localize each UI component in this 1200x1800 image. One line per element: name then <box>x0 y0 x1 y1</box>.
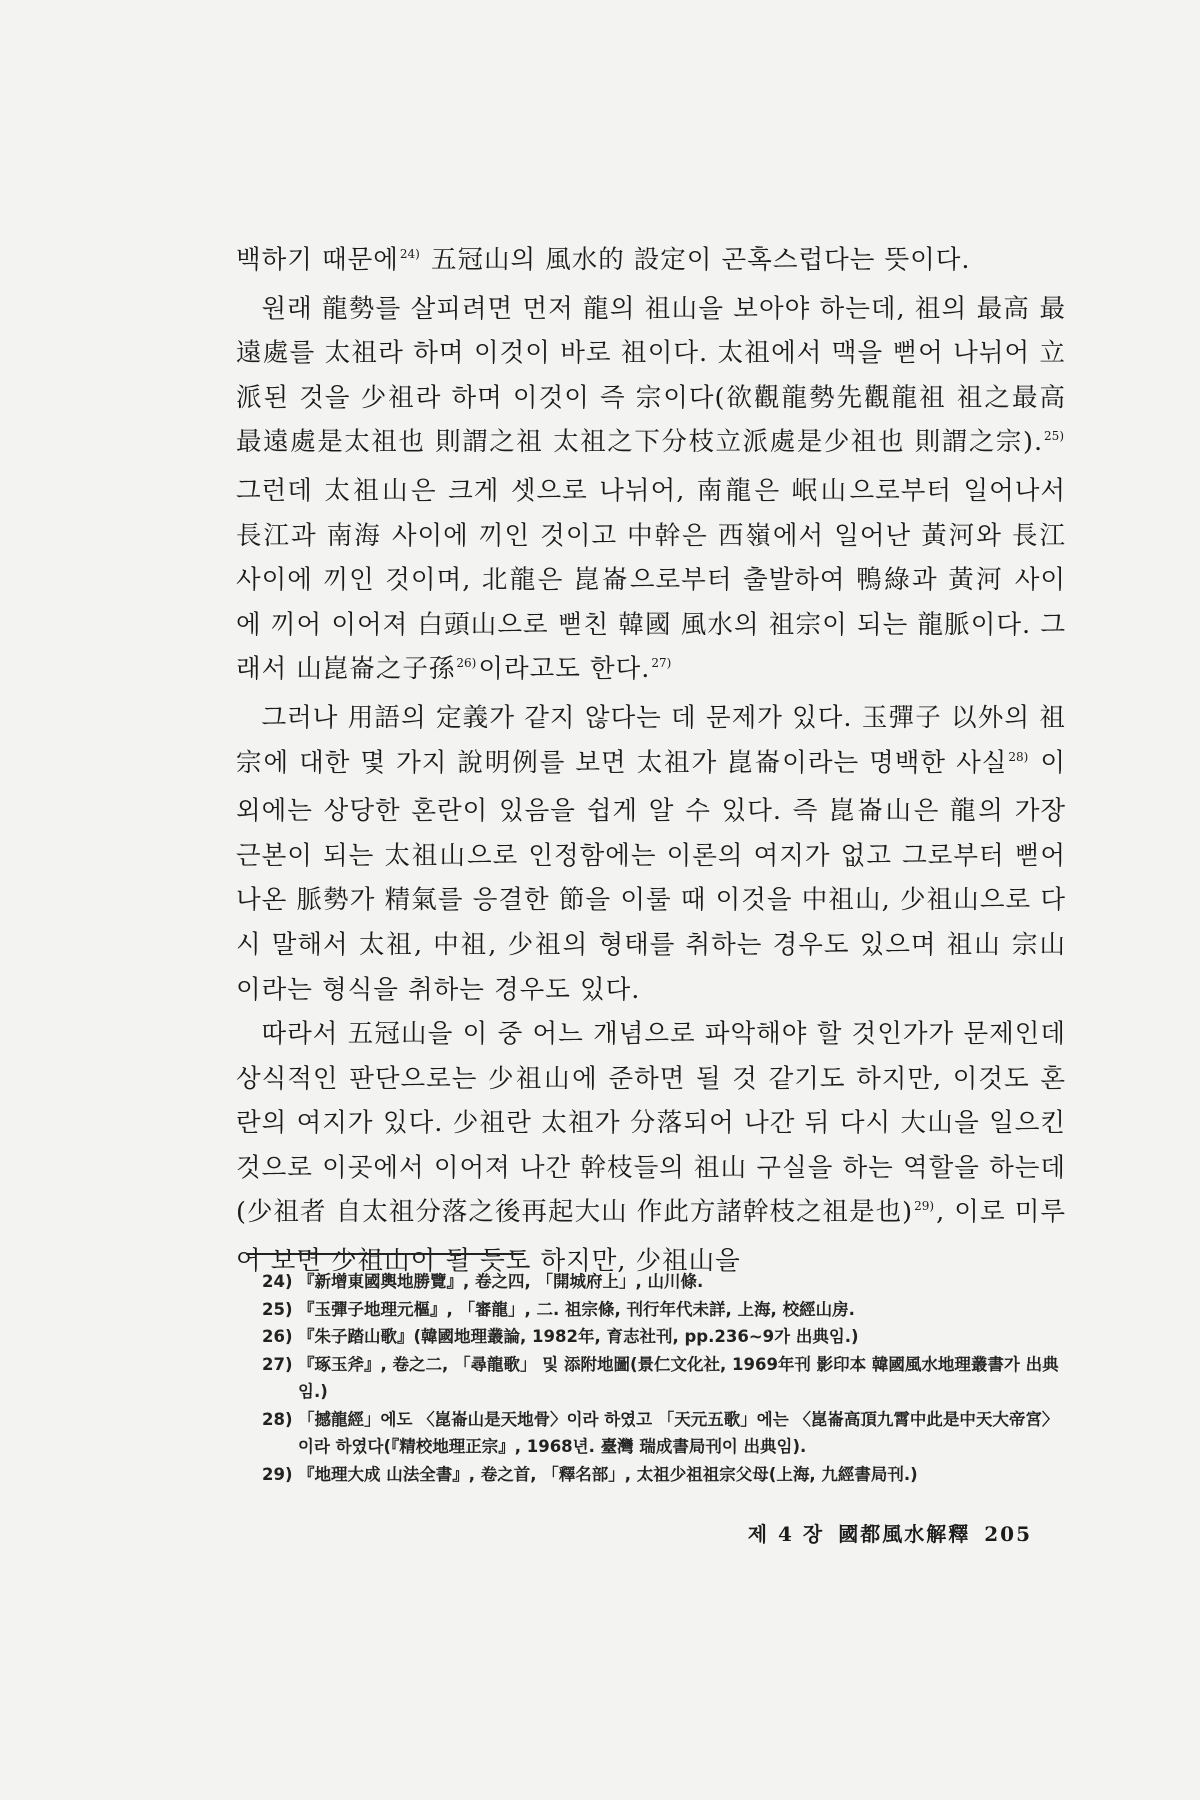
paragraph-text: 이외에는 상당한 혼란이 있음을 쉽게 알 수 있다. 즉 崑崙山은 龍의 가장 근본이 되는 太祖山으로 인정함에는 이론의 여지가 없고 그로부터 뻗어 나온 脈勢가 精氣를 응결한 節을 이룰 때 이것을 中祖山, 少祖山으로 다시 말해서 太祖, 中祖, 少祖의 형태를 취하는 경우도 있으며 祖山 宗山이라는 형식을 취하는 경우도 있다. <box>236 747 1066 1005</box>
footnote-reference: 26) <box>456 656 477 671</box>
paragraph-text: , 이로 미루어 보면 少祖山이 될 듯도 하지만, 少祖山을 <box>236 1197 1066 1277</box>
footnote-number: 25) <box>262 1299 293 1319</box>
footnote-text: 『新增東國輿地勝覽』, 卷之四, 「開城府上」, 山川條. <box>298 1272 704 1291</box>
footnote-reference: 27) <box>651 656 672 671</box>
paragraph-text: 그러나 用語의 定義가 같지 않다는 데 문제가 있다. 玉彈子 以外의 祖宗에 대한 몇 가지 說明例를 보면 太祖가 崑崙이라는 명백한 사실 <box>236 702 1066 778</box>
footnotes <box>262 1268 1062 1488</box>
footnote-reference: 28) <box>1008 749 1029 764</box>
paragraph-text: 五冠山의 風水的 設定이 곤혹스럽다는 뜻이다. <box>421 245 971 275</box>
footnote <box>262 1406 1062 1461</box>
chapter-label: 제 4 장 <box>747 1522 825 1546</box>
footnote-reference: 24) <box>399 247 420 261</box>
footnote-text: 『琢玉斧』, 卷之二, 「尋龍歌」 및 添附地圖(景仁文化社, 1969年刊 影印本 韓國風水地理叢書가 出典임.) <box>298 1354 1059 1401</box>
footnote-number: 27) <box>262 1354 293 1374</box>
footnote-text: 『朱子踏山歌』(韓國地理叢論, 1982年, 育志社刊, pp.236∼9가 出典임.) <box>298 1327 859 1346</box>
footnote-reference: 25) <box>1044 429 1064 444</box>
page-number: 205 <box>984 1522 1032 1546</box>
paragraph-text: 따라서 五冠山을 이 중 어느 개념으로 파악해야 할 것인가가 문제인데 상식적인 판단으로는 少祖山에 준하면 될 것 같기도 하지만, 이것도 혼란의 여지가 있다. 少祖란 太祖가 分落되어 나간 뒤 다시 大山을 일으킨 것으로 이곳에서 이어져 나간 幹枝들의 祖山 구실을 하는 역할을 하는데(少祖者 自太祖分落之後再起大山 作此方諸幹枝之祖是也) <box>236 1019 1066 1228</box>
footnote-number: 24) <box>262 1272 293 1291</box>
paragraph-text: 이라고도 한다. <box>478 654 651 685</box>
footnote-number: 29) <box>262 1464 293 1484</box>
paragraph <box>236 238 1066 287</box>
footnote-text: 『玉彈子地理元樞』, 「審龍」, 二. 祖宗條, 刊行年代未詳, 上海, 校經山房. <box>298 1299 855 1319</box>
footnote <box>262 1268 1062 1296</box>
footnote <box>262 1323 1062 1351</box>
paragraph-text: 그런데 太祖山은 크게 셋으로 나뉘어, 南龍은 岷山으로부터 일어나서 長江과 南海 사이에 끼인 것이고 中幹은 西嶺에서 일어난 黃河와 長江 사이에 끼인 것이며, 北龍은 崑崙으로부터 출발하여 鴨綠과 黃河 사이에 끼어 이어져 白頭山으로 뻗친 韓國 風水의 祖宗이 되는 龍脈이다. 그래서 山崑崙之子孫 <box>236 475 1066 685</box>
body-text <box>236 238 1066 1284</box>
footnote <box>262 1461 1062 1489</box>
paragraph-text: 원래 龍勢를 살피려면 먼저 龍의 祖山을 보아야 하는데, 祖의 最高 最遠處를 太祖라 하며 이것이 바로 祖이다. 太祖에서 맥을 뻗어 나뉘어 立派된 것을 少祖라 하며 이것이 즉 宗이다(欲觀龍勢先觀龍祖 祖之最高最遠處是太祖也 則謂之祖 太祖之下分枝立派處是少祖也 則謂之宗). <box>236 293 1066 458</box>
footnote-number: 26) <box>262 1327 293 1346</box>
footnote-reference: 29) <box>914 1199 935 1214</box>
footnote-number: 28) <box>262 1409 293 1429</box>
page-footer <box>734 1518 1032 1547</box>
footnote-text: 『地理大成 山法全書』, 卷之首, 「釋名部」, 太祖少祖祖宗父母(上海, 九經書局刊.) <box>298 1464 918 1484</box>
paragraph <box>236 287 1066 696</box>
footnote <box>262 1351 1062 1406</box>
paragraph <box>236 696 1066 1012</box>
footnote-divider <box>246 1253 524 1255</box>
footnote-text: 「撼龍經」에도 〈崑崙山是天地骨〉이라 하였고 「天元五歌」에는 〈崑崙高頂九霄中此是中天大帝宮〉이라 하였다(『精校地理正宗』, 1968년. 臺灣 瑞成書局刊이 出典임). <box>298 1409 1059 1456</box>
chapter-title: 國都風水解釋 <box>838 1522 971 1546</box>
paragraph-text: 백하기 때문에 <box>236 245 399 275</box>
paragraph <box>236 1012 1066 1284</box>
footnote <box>262 1296 1062 1324</box>
